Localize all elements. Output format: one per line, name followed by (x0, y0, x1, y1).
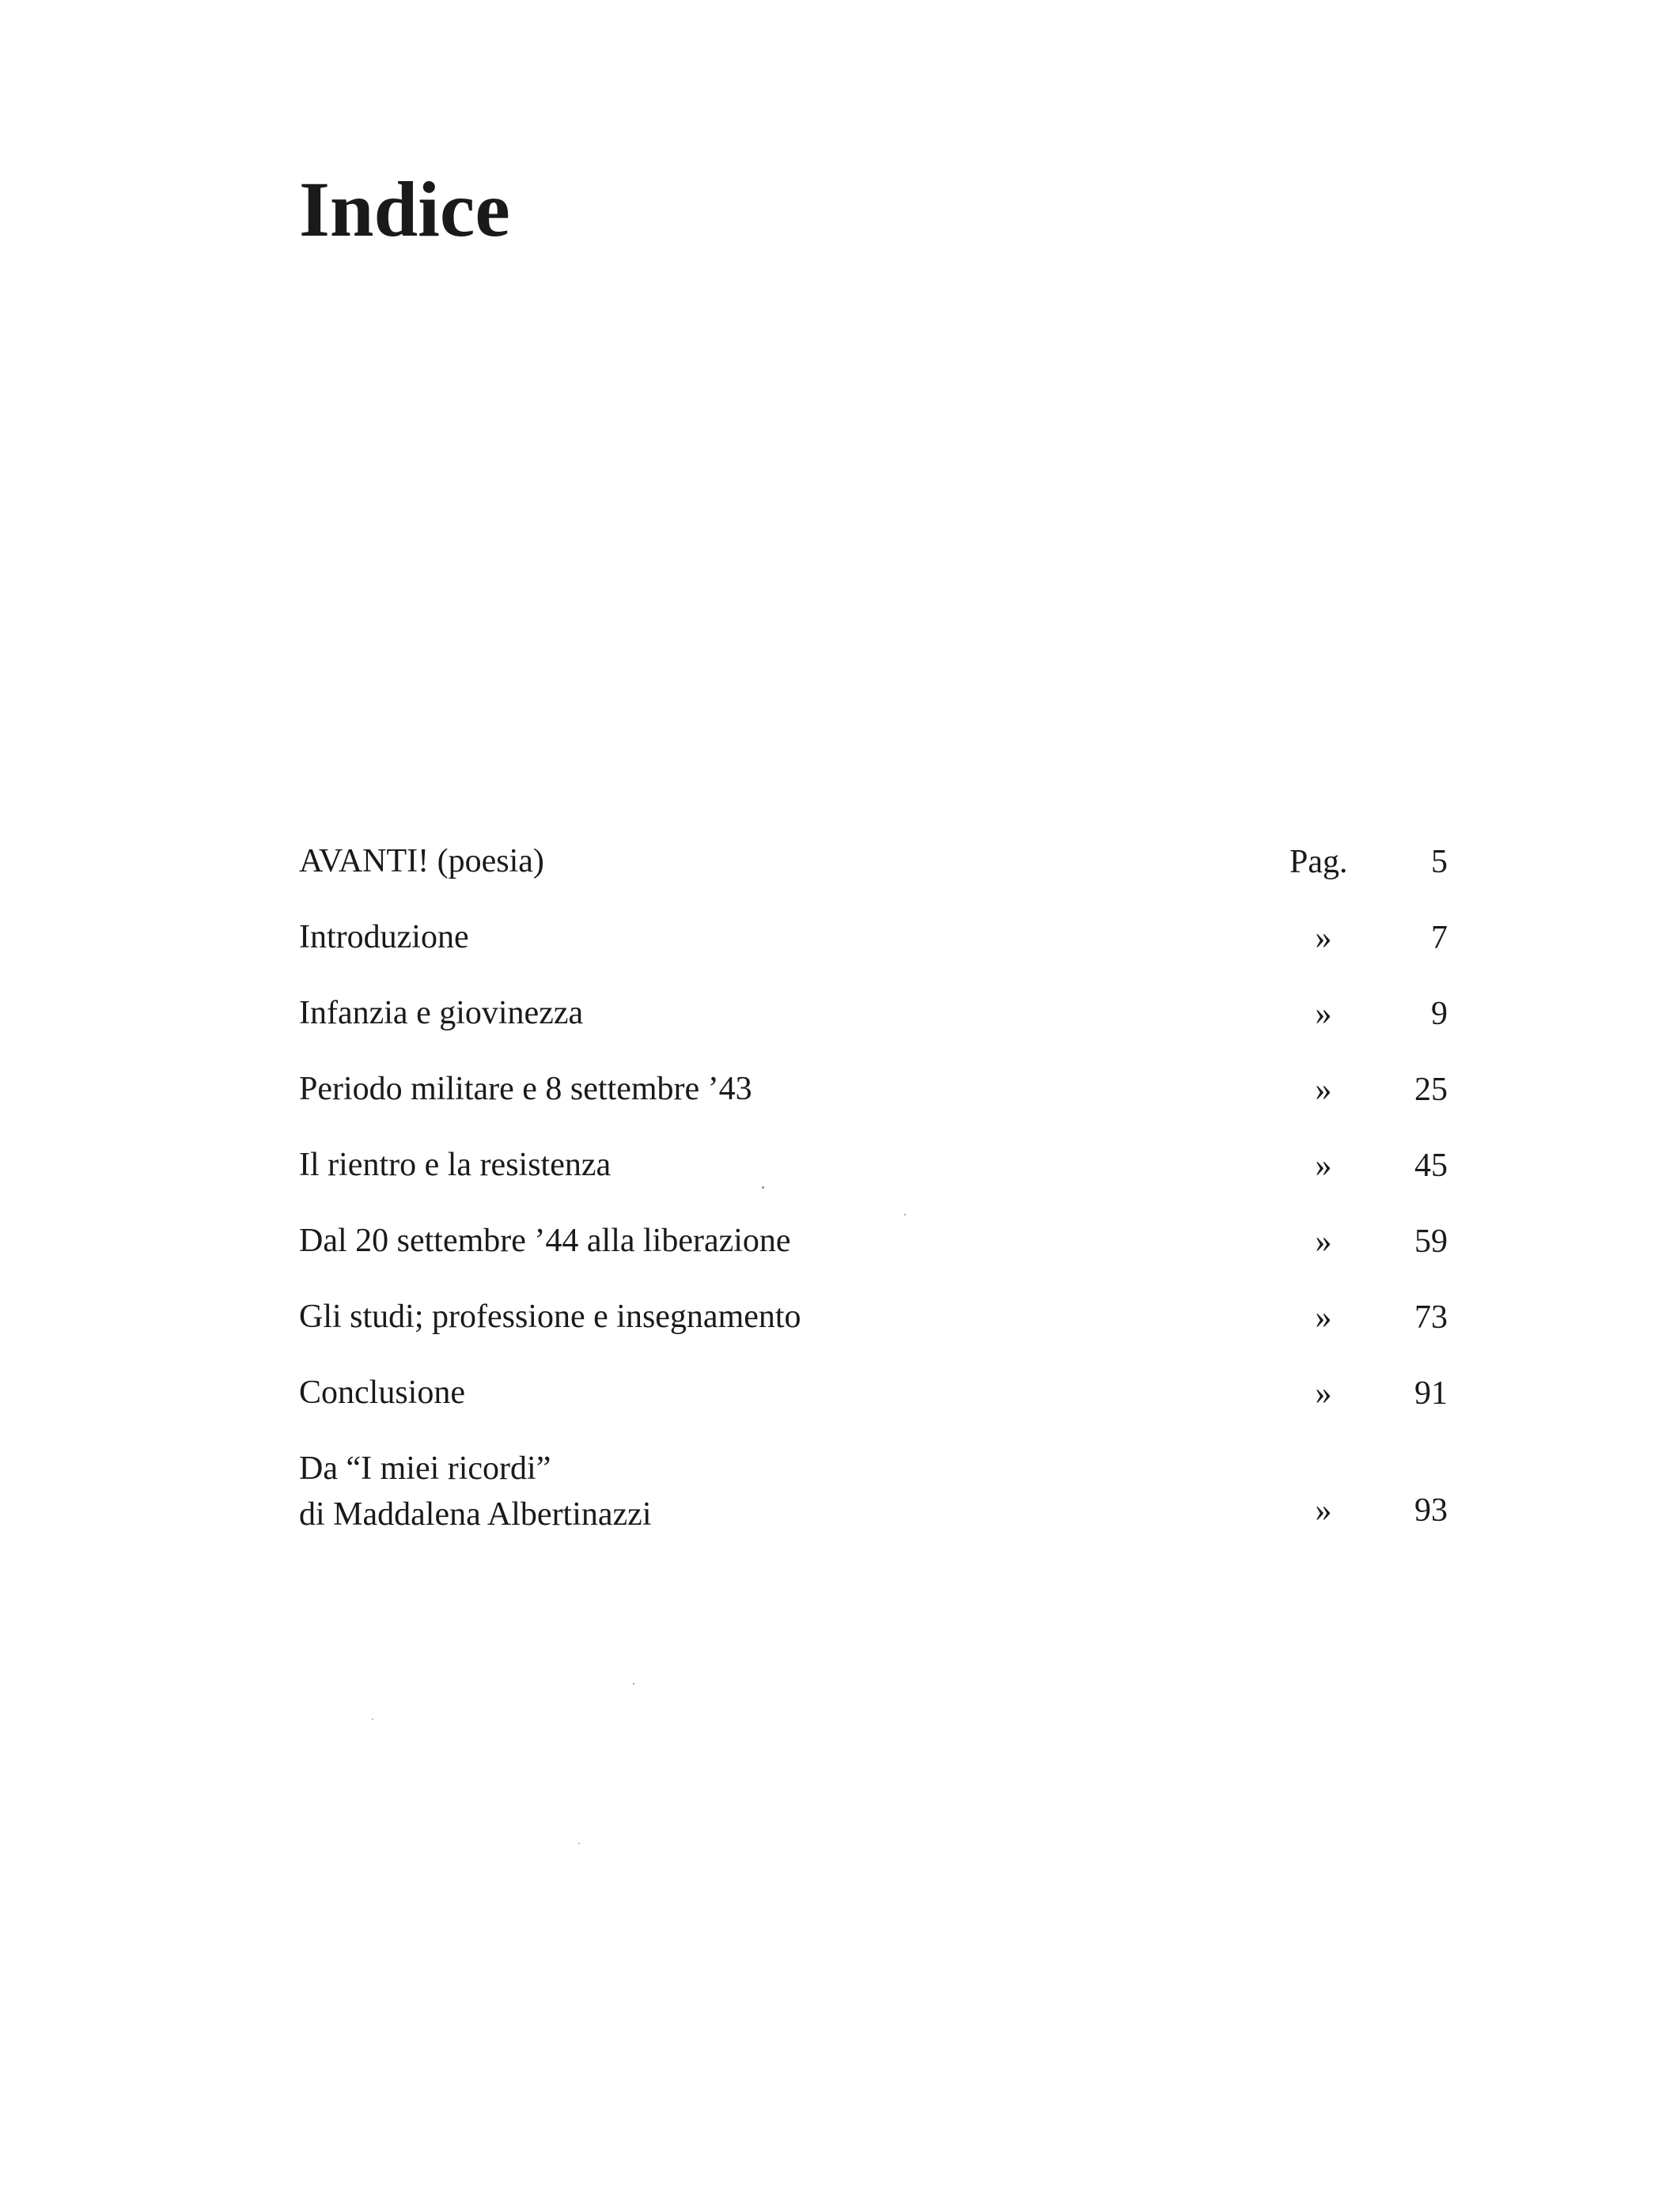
toc-entry (299, 1142, 1448, 1218)
table-of-contents (299, 838, 1448, 1541)
toc-entry (299, 1294, 1448, 1370)
toc-ditto-mark: » (1315, 1223, 1332, 1260)
toc-ditto-mark: » (1315, 920, 1332, 956)
toc-entry-title: AVANTI! (poesia) (299, 843, 544, 879)
toc-page-prefix: Pag. (1289, 844, 1348, 880)
toc-ditto-mark: » (1315, 1492, 1332, 1529)
toc-page-number: 7 (1431, 920, 1448, 956)
toc-entry (299, 1066, 1448, 1142)
toc-entry-title: Infanzia e giovinezza (299, 995, 584, 1031)
toc-page-number: 93 (1414, 1492, 1448, 1529)
toc-page-number: 45 (1414, 1148, 1448, 1184)
toc-page-number: 5 (1431, 844, 1448, 880)
toc-entry-title: Gli studi; professione e insegnamento (299, 1299, 801, 1335)
toc-entry (299, 990, 1448, 1066)
toc-entry-title: Da “I miei ricordi” di Maddalena Albertinazzi (299, 1450, 652, 1533)
toc-entry-title: Introduzione (299, 919, 469, 955)
toc-entry (299, 914, 1448, 990)
toc-entry (299, 838, 1448, 914)
toc-entry (299, 1218, 1448, 1294)
scan-speck (633, 1683, 634, 1685)
scan-speck (372, 1719, 373, 1720)
toc-page-number: 59 (1414, 1223, 1448, 1260)
scan-speck (762, 1186, 764, 1189)
toc-entry (299, 1370, 1448, 1446)
toc-page-number: 91 (1414, 1375, 1448, 1412)
scan-speck (578, 1843, 580, 1844)
page-title: Indice (299, 165, 510, 253)
toc-entry-title: Il rientro e la resistenza (299, 1147, 611, 1183)
toc-entry-title: Periodo militare e 8 settembre ’43 (299, 1071, 752, 1107)
toc-ditto-mark: » (1315, 1148, 1332, 1184)
toc-ditto-mark: » (1315, 1375, 1332, 1412)
toc-entry-title: Conclusione (299, 1374, 465, 1411)
toc-entry (299, 1446, 1448, 1541)
toc-page-number: 25 (1414, 1072, 1448, 1108)
scan-speck (904, 1214, 906, 1216)
toc-ditto-mark: » (1315, 996, 1332, 1032)
toc-entry-title: Dal 20 settembre ’44 alla liberazione (299, 1223, 791, 1259)
toc-page-number: 73 (1414, 1299, 1448, 1336)
toc-ditto-mark: » (1315, 1072, 1332, 1108)
toc-page-number: 9 (1431, 996, 1448, 1032)
toc-ditto-mark: » (1315, 1299, 1332, 1336)
